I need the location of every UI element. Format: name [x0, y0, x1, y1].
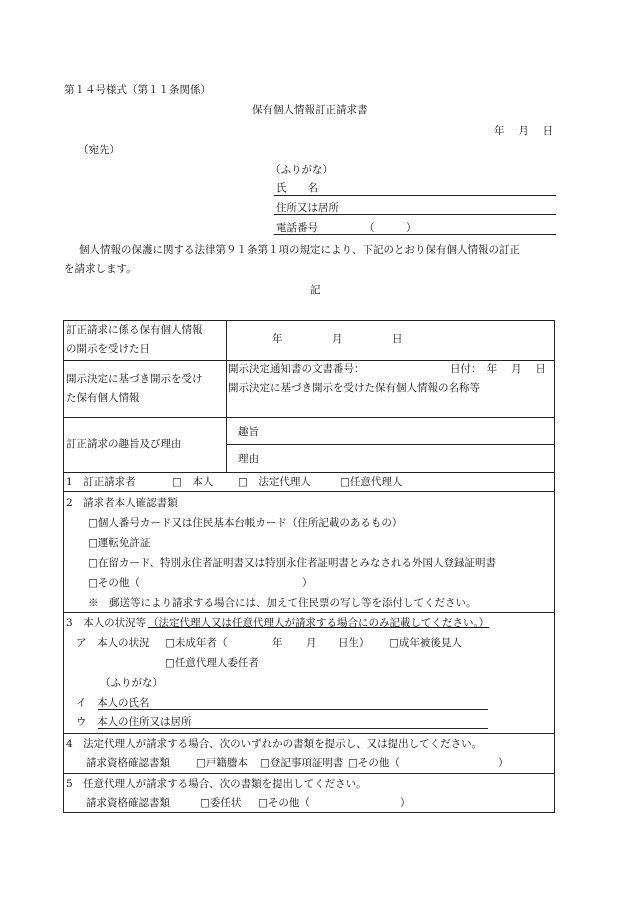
requester-phone-field[interactable]	[274, 234, 556, 235]
sec2-note: ※ 郵送等により請求する場合には、加えて住民票の写し等を添付してください。	[88, 597, 477, 609]
row2-label-a: 開示決定に基づき開示を受け	[66, 373, 203, 385]
form-number: 第１４号様式（第１１条関係）	[64, 84, 211, 96]
body-text-line-2: を請求します。	[64, 263, 137, 275]
sec4-option-other-close: ）	[498, 757, 509, 769]
sec4-option-registry-certificate[interactable]: □登記事項証明書	[260, 757, 344, 769]
sec3-label-note: （法定代理人又は任意代理人が請求する場合にのみ記載してください。）	[148, 617, 490, 629]
requester-phone-label: 電話番号	[276, 222, 318, 234]
sec3-a-delegator-option[interactable]: □任意代理人委任者	[165, 657, 259, 669]
row2-info-name: 開示決定に基づき開示を受けた保有個人情報の名称等	[228, 382, 480, 394]
sec3-a-ward-option[interactable]: □成年被後見人	[389, 637, 462, 649]
row2-label-b: た保有個人情報	[66, 392, 140, 404]
sec1-option-self[interactable]: □ 本人	[172, 476, 214, 488]
sec5-option-other-close: ）	[400, 797, 411, 809]
sec2-item-license[interactable]: □運転免許証	[88, 537, 151, 549]
sec2-label: 2 請求者本人確認書類	[66, 497, 178, 509]
sec3-a-minor-option[interactable]: □未成年者（	[165, 637, 228, 649]
sec3-i-label: イ 本人の氏名	[76, 697, 150, 709]
row2-document-number: 開示決定通知書の文書番号：	[228, 363, 365, 375]
sec5-label: 5 任意代理人が請求する場合、次の書類を提出してください。	[66, 778, 367, 790]
sec3-principal-name-field[interactable]	[98, 709, 488, 710]
sec2-item-mynumber[interactable]: □個人番号カード又は住民基本台帳カード（住所記載のあるもの）	[88, 517, 403, 529]
requester-address-label: 住所又は居所	[276, 202, 339, 214]
requester-phone-paren: （ ）	[364, 222, 417, 234]
sec3-u-label: ウ 本人の住所又は居所	[76, 716, 192, 728]
row2-date: 日付： 年 月 日	[450, 363, 546, 375]
sec4-option-other[interactable]: □その他（	[348, 757, 400, 769]
row1-label-a: 訂正請求に係る保有個人情報	[66, 324, 203, 336]
sec3-a-birth: 日生）	[338, 637, 370, 649]
body-text-line-1: 個人情報の保護に関する法律第９１条第１項の規定により、下記のとおり保有個人情報の訂正	[79, 244, 520, 256]
document-title: 保有個人情報訂正請求書	[252, 104, 368, 116]
sec2-item-other[interactable]: □その他（	[88, 577, 140, 589]
sec1-option-legal-agent[interactable]: □ 法定代理人	[238, 476, 311, 488]
ki-heading: 記	[310, 284, 321, 296]
sec4-label: 4 法定代理人が請求する場合、次のいずれかの書類を提示し、又は提出してください。	[66, 738, 483, 750]
sec4-option-family-register[interactable]: □戸籍謄本	[196, 757, 248, 769]
row1-year: 年	[272, 333, 283, 345]
row3-label: 訂正請求の趣旨及び理由	[66, 438, 182, 450]
row1-month: 月	[332, 333, 343, 345]
row1-day: 日	[392, 333, 403, 345]
sec2-item-other-close: ）	[302, 577, 313, 589]
sec5-option-power-of-attorney[interactable]: □委任状	[200, 797, 242, 809]
sec3-a-month: 月	[306, 637, 317, 649]
sec3-furigana: （ふりがな）	[100, 677, 163, 689]
requester-name-field[interactable]	[274, 195, 556, 196]
sec2-item-residence-card[interactable]: □在留カード、特別永住者証明書又は特別永住者証明書とみなされる外国人登録証明書	[88, 557, 496, 569]
addressee: （宛先）	[78, 144, 120, 156]
row3-reason-label: 理由	[238, 453, 259, 465]
row1-label-b: の開示を受けた日	[66, 343, 150, 355]
row3-purpose-label: 趣旨	[238, 426, 259, 438]
sec5-option-other[interactable]: □その他（	[258, 797, 310, 809]
sec3-a-label: ア 本人の状況	[76, 637, 150, 649]
requester-address-field[interactable]	[274, 214, 556, 215]
requester-furigana: （ふりがな）	[270, 164, 333, 176]
sec5-docs-label: 請求資格確認書類	[86, 797, 170, 809]
sec4-docs-label: 請求資格確認書類	[86, 757, 170, 769]
sec3-a-year: 年	[272, 637, 283, 649]
sec3-label: 3 本人の状況等	[66, 617, 147, 629]
sec1-option-voluntary-agent[interactable]: □任意代理人	[340, 476, 403, 488]
sec1-label: 1 訂正請求者	[66, 476, 136, 488]
sec3-principal-address-field[interactable]	[98, 728, 488, 729]
date-line: 年 月 日	[494, 125, 554, 137]
requester-name-label: 氏 名	[276, 182, 318, 194]
